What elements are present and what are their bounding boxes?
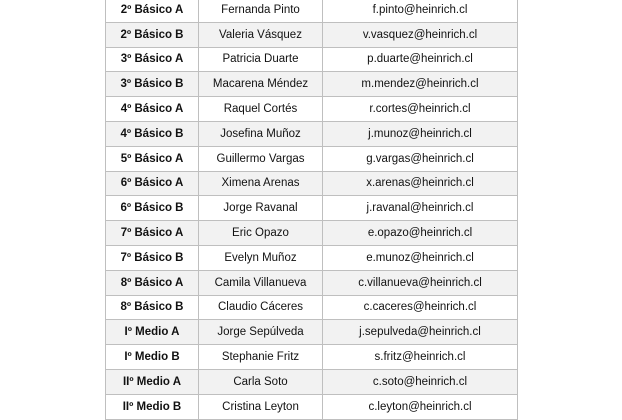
teacher-cell: Macarena Méndez bbox=[199, 72, 323, 97]
email-cell: e.opazo@heinrich.cl bbox=[323, 221, 518, 246]
table-row bbox=[106, 146, 518, 171]
table-body bbox=[106, 0, 518, 419]
table-row bbox=[106, 22, 518, 47]
table-row bbox=[106, 121, 518, 146]
email-cell: c.caceres@heinrich.cl bbox=[323, 295, 518, 320]
grade-cell: IIº Medio A bbox=[106, 369, 199, 394]
table-row bbox=[106, 245, 518, 270]
grade-cell: 4º Básico B bbox=[106, 121, 199, 146]
email-cell: c.villanueva@heinrich.cl bbox=[323, 270, 518, 295]
email-cell: p.duarte@heinrich.cl bbox=[323, 47, 518, 72]
grade-cell: 3º Básico B bbox=[106, 72, 199, 97]
table-row bbox=[106, 171, 518, 196]
teacher-cell: Josefina Muñoz bbox=[199, 121, 323, 146]
table-row bbox=[106, 295, 518, 320]
grade-cell: 5º Básico A bbox=[106, 146, 199, 171]
email-cell: m.mendez@heinrich.cl bbox=[323, 72, 518, 97]
table-row bbox=[106, 394, 518, 419]
teacher-cell: Carla Soto bbox=[199, 369, 323, 394]
teacher-cell: Jorge Sepúlveda bbox=[199, 320, 323, 345]
email-cell: c.soto@heinrich.cl bbox=[323, 369, 518, 394]
table-row bbox=[106, 72, 518, 97]
teacher-cell: Valeria Vásquez bbox=[199, 22, 323, 47]
grade-cell: 7º Básico B bbox=[106, 245, 199, 270]
email-cell: v.vasquez@heinrich.cl bbox=[323, 22, 518, 47]
teacher-cell: Camila Villanueva bbox=[199, 270, 323, 295]
grade-cell: 2º Básico B bbox=[106, 22, 199, 47]
table-row bbox=[106, 270, 518, 295]
grade-cell: 8º Básico A bbox=[106, 270, 199, 295]
email-cell: j.munoz@heinrich.cl bbox=[323, 121, 518, 146]
teacher-cell: Evelyn Muñoz bbox=[199, 245, 323, 270]
email-cell: j.ravanal@heinrich.cl bbox=[323, 196, 518, 221]
teacher-cell: Raquel Cortés bbox=[199, 97, 323, 122]
grade-cell: 4º Básico A bbox=[106, 97, 199, 122]
email-cell: c.leyton@heinrich.cl bbox=[323, 394, 518, 419]
teacher-cell: Claudio Cáceres bbox=[199, 295, 323, 320]
teacher-cell: Stephanie Fritz bbox=[199, 345, 323, 370]
grade-cell: 3º Básico A bbox=[106, 47, 199, 72]
grade-cell: IIº Medio B bbox=[106, 394, 199, 419]
grade-cell: Iº Medio B bbox=[106, 345, 199, 370]
grade-cell: 7º Básico A bbox=[106, 221, 199, 246]
teacher-cell: Patricia Duarte bbox=[199, 47, 323, 72]
email-cell: f.pinto@heinrich.cl bbox=[323, 0, 518, 22]
email-cell: x.arenas@heinrich.cl bbox=[323, 171, 518, 196]
table-row bbox=[106, 97, 518, 122]
grade-cell: 2º Básico A bbox=[106, 0, 199, 22]
teacher-contact-table bbox=[105, 0, 518, 420]
table-row bbox=[106, 320, 518, 345]
teacher-cell: Jorge Ravanal bbox=[199, 196, 323, 221]
grade-cell: 6º Básico A bbox=[106, 171, 199, 196]
table-row bbox=[106, 369, 518, 394]
email-cell: e.munoz@heinrich.cl bbox=[323, 245, 518, 270]
grade-cell: Iº Medio A bbox=[106, 320, 199, 345]
grade-cell: 6º Básico B bbox=[106, 196, 199, 221]
email-cell: g.vargas@heinrich.cl bbox=[323, 146, 518, 171]
teacher-cell: Fernanda Pinto bbox=[199, 0, 323, 22]
table-row bbox=[106, 345, 518, 370]
teacher-table-container bbox=[105, 0, 517, 420]
table-row bbox=[106, 196, 518, 221]
teacher-cell: Cristina Leyton bbox=[199, 394, 323, 419]
grade-cell: 8º Básico B bbox=[106, 295, 199, 320]
email-cell: j.sepulveda@heinrich.cl bbox=[323, 320, 518, 345]
email-cell: r.cortes@heinrich.cl bbox=[323, 97, 518, 122]
teacher-cell: Guillermo Vargas bbox=[199, 146, 323, 171]
table-row bbox=[106, 47, 518, 72]
teacher-cell: Eric Opazo bbox=[199, 221, 323, 246]
email-cell: s.fritz@heinrich.cl bbox=[323, 345, 518, 370]
table-row bbox=[106, 221, 518, 246]
teacher-cell: Ximena Arenas bbox=[199, 171, 323, 196]
table-row bbox=[106, 0, 518, 22]
